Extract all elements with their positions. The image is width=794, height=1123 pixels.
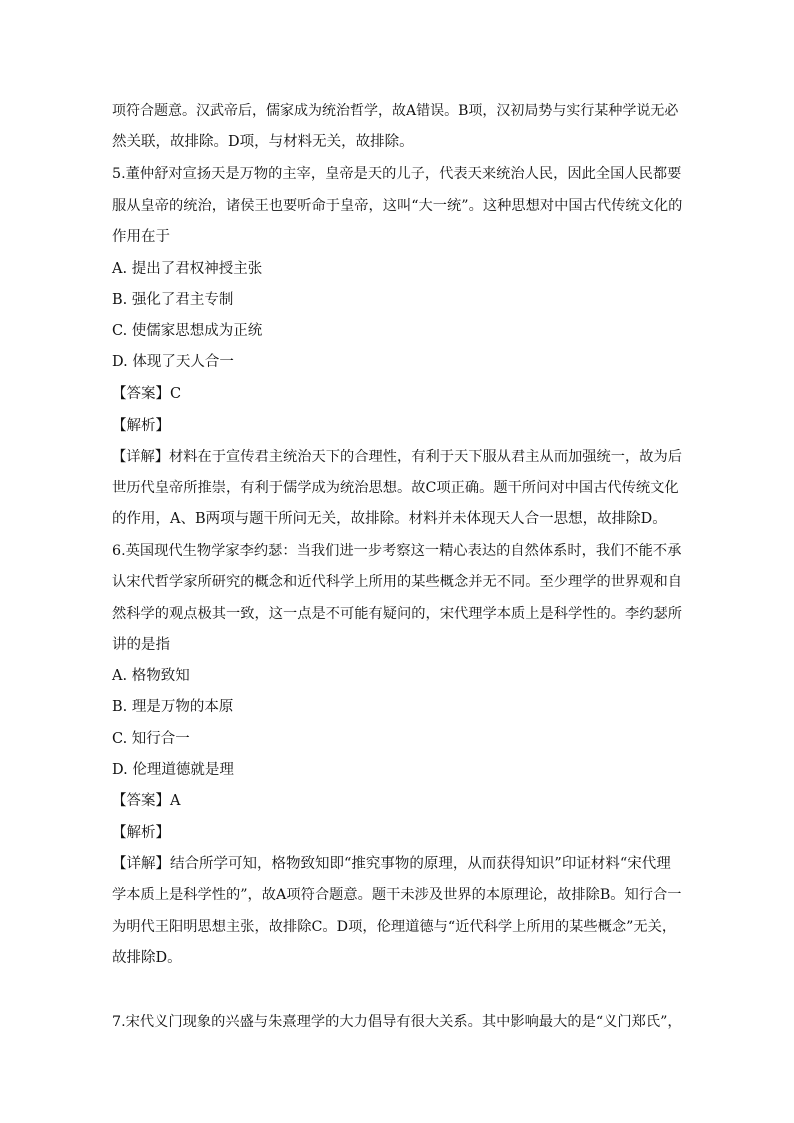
text-line: 讲的是指 xyxy=(112,637,170,653)
option-b: B. 理是万物的本原 xyxy=(112,699,234,715)
option-c: C. 知行合一 xyxy=(112,731,190,747)
text-line: 服从皇帝的统治，诸侯王也要听命于皇帝，这叫“大一统”。这种思想对中国古代传统文化的 xyxy=(112,198,683,214)
answer-label: 【答案】C xyxy=(112,386,182,402)
text-line: 世历代皇帝所推崇，有利于儒学成为统治思想。故C项正确。题干所问对中国古代传统文化 xyxy=(112,480,679,496)
option-b: B. 强化了君主专制 xyxy=(112,292,234,308)
question-6-stem: 6.英国现代生物学家李约瑟：当我们进一步考察这一精心表达的自然体系时，我们不能不承 xyxy=(112,543,682,559)
text-line: 项符合题意。汉武帝后，儒家成为统治哲学，故A错误。B项，汉初局势与实行某种学说无必 xyxy=(112,103,679,119)
option-c: C. 使儒家思想成为正统 xyxy=(112,323,263,339)
text-line: 故排除D。 xyxy=(112,950,182,966)
analysis-label: 【解析】 xyxy=(112,825,170,841)
option-a: A. 提出了君权神授主张 xyxy=(112,261,263,277)
option-d: D. 伦理道德就是理 xyxy=(112,762,234,778)
text-line: 然关联，故排除。D项，与材料无关，故排除。 xyxy=(112,134,414,150)
question-5-stem: 5.董仲舒对宣扬天是万物的主宰，皇帝是天的儿子，代表天来统治人民，因此全国人民都要 xyxy=(112,166,682,182)
question-7-stem: 7.宋代义门现象的兴盛与朱熹理学的大力倡导有很大关系。其中影响最大的是“义门郑氏”， xyxy=(112,1014,682,1030)
text-line: 认宋代哲学家所研究的概念和近代科学上所用的某些概念并无不同。至少理学的世界观和自 xyxy=(112,574,683,590)
text-line: 的作用，A、B两项与题干所问无关，故排除。材料并未体现天人合一思想，故排除D。 xyxy=(112,511,667,527)
option-d: D. 体现了天人合一 xyxy=(112,354,234,370)
analysis-label: 【解析】 xyxy=(112,418,170,434)
text-line: 学本质上是科学性的”，故A项符合题意。题干未涉及世界的本原理论，故排除B。知行合一 xyxy=(112,887,682,903)
explanation-text: 【详解】结合所学可知，格物致知即“推究事物的原理，从而获得知识”印证材料“宋代理 xyxy=(112,856,671,872)
option-a: A. 格物致知 xyxy=(112,668,190,684)
text-line: 然科学的观点极其一致，这一点是不可能有疑问的，宋代理学本质上是科学性的。李约瑟所 xyxy=(112,606,683,622)
explanation-text: 【详解】材料在于宣传君主统治天下的合理性，有利于天下服从君主从而加强统一，故为后 xyxy=(112,449,683,465)
text-line: 作用在于 xyxy=(112,229,170,245)
text-line: 为明代王阳明思想主张，故排除C。D项，伦理道德与“近代科学上所用的某些概念”无关， xyxy=(112,919,677,935)
answer-label: 【答案】A xyxy=(112,793,181,809)
